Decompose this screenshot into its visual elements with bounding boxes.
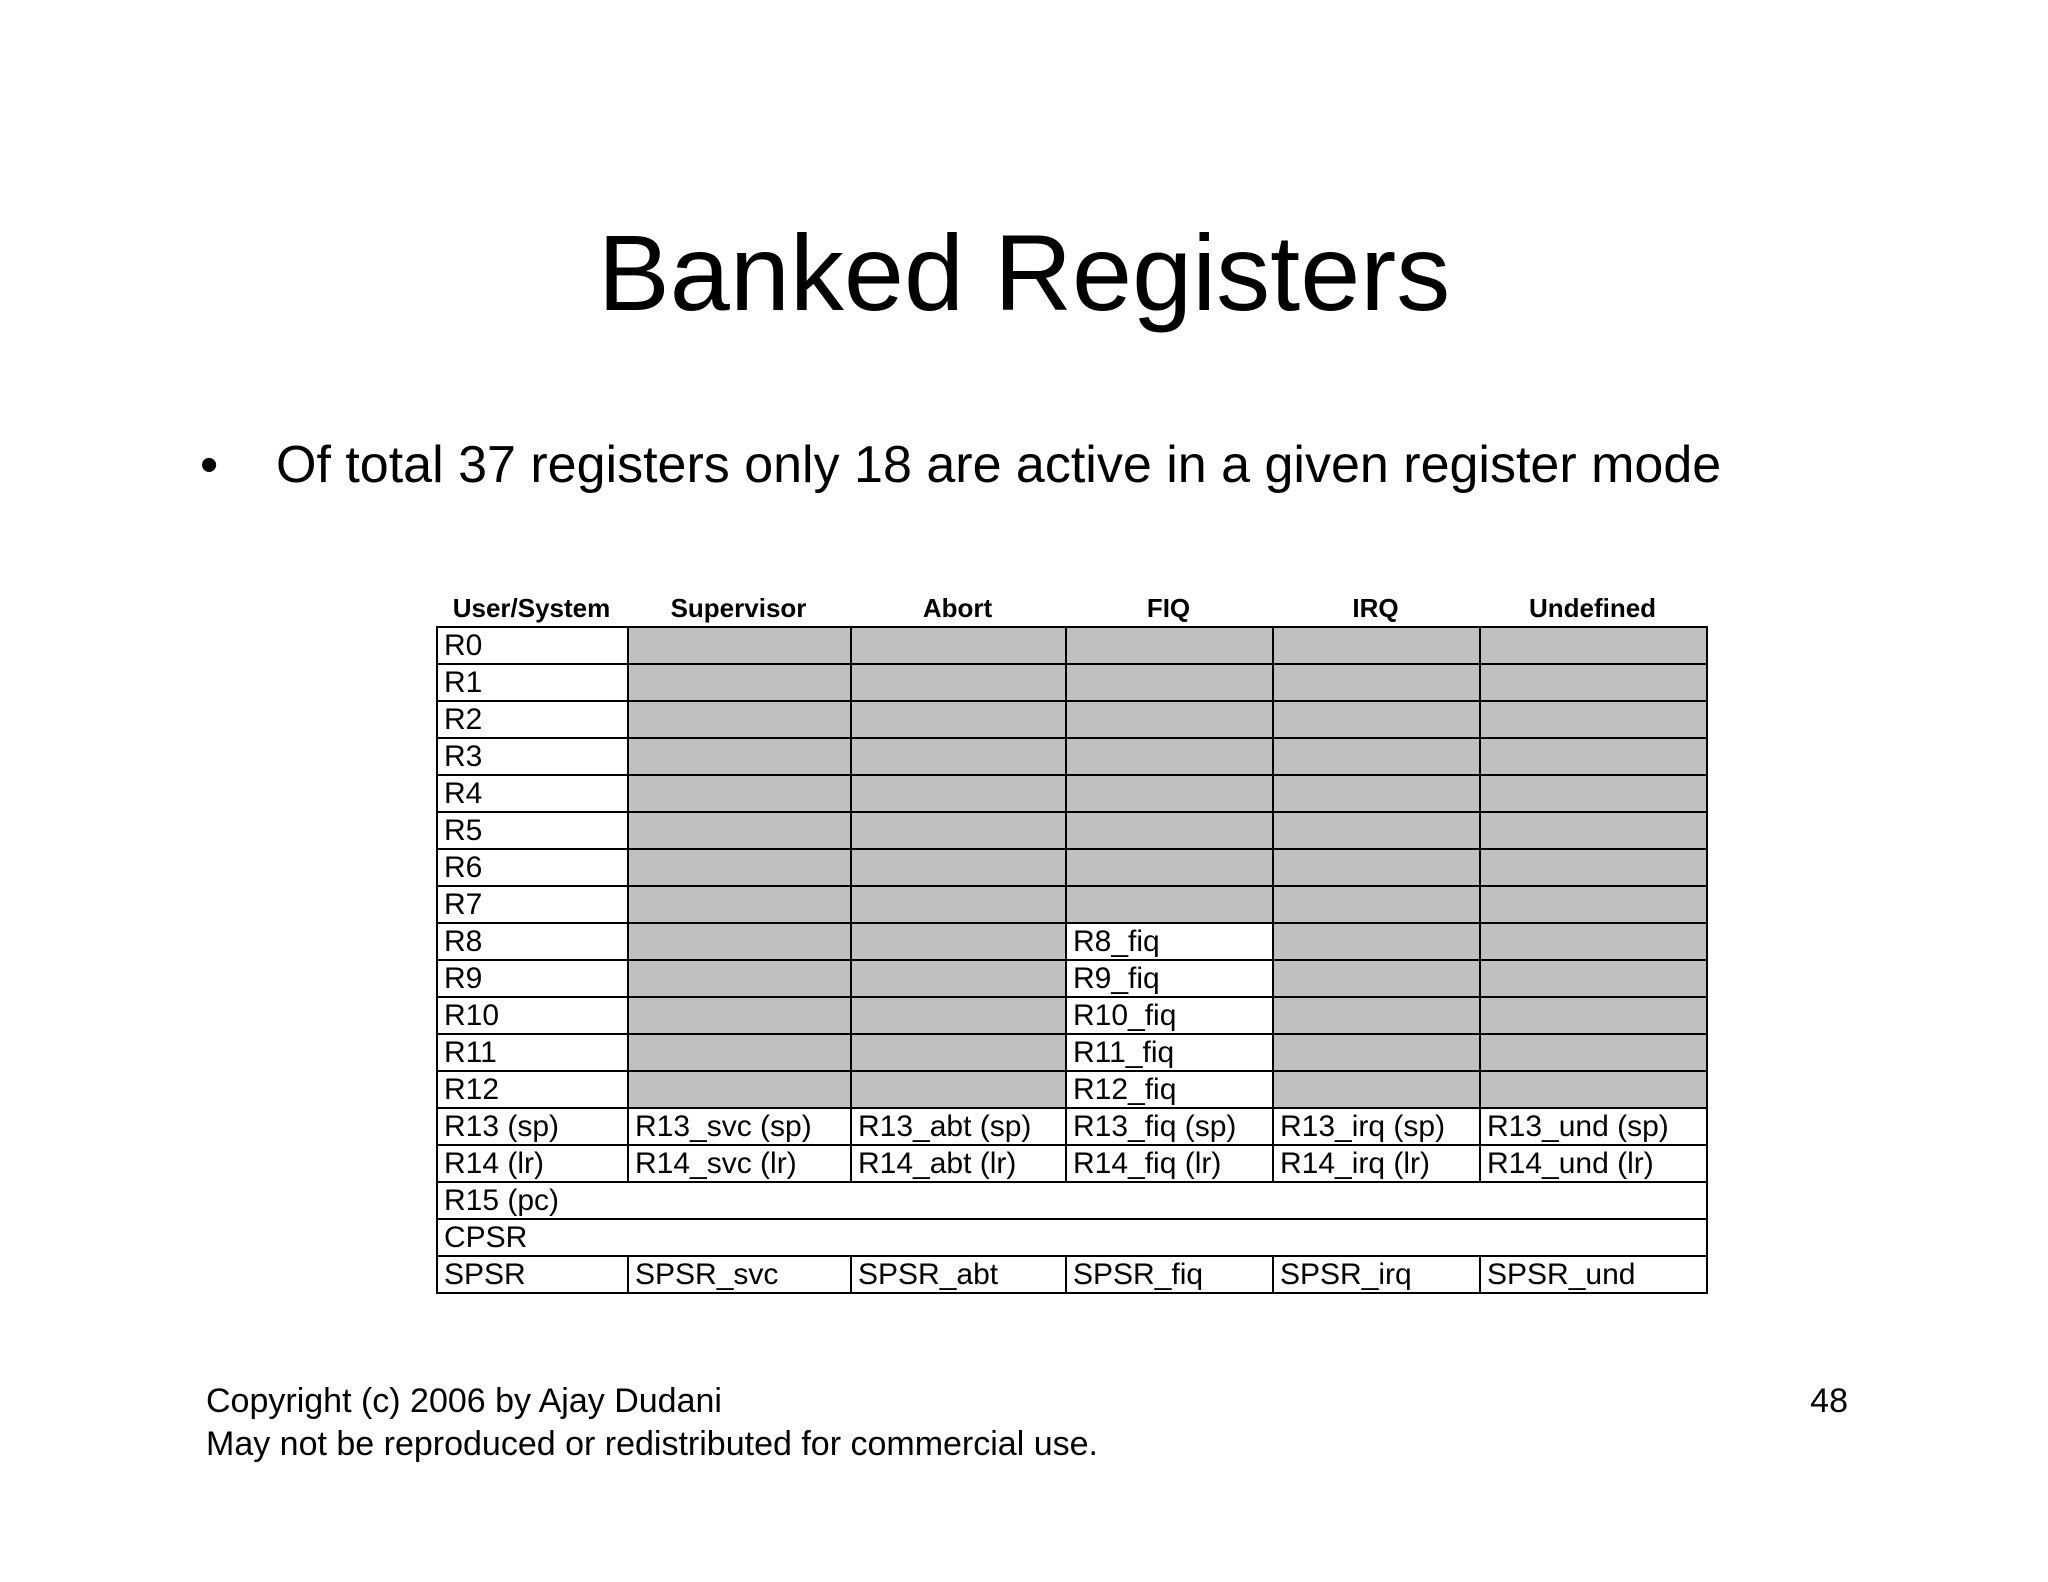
table-row xyxy=(437,1108,1707,1145)
register-cell: R4 xyxy=(437,775,628,812)
shaded-cell xyxy=(1480,775,1707,812)
shaded-cell xyxy=(851,701,1066,738)
register-cell: R1 xyxy=(437,664,628,701)
shaded-cell xyxy=(628,886,851,923)
table-row xyxy=(437,1219,1707,1256)
register-cell: R14_abt (lr) xyxy=(851,1145,1066,1182)
table-row xyxy=(437,738,1707,775)
shaded-cell xyxy=(1480,923,1707,960)
shaded-cell xyxy=(1480,1071,1707,1108)
table-row xyxy=(437,960,1707,997)
shaded-cell xyxy=(628,701,851,738)
table-row xyxy=(437,1256,1707,1293)
shaded-cell xyxy=(1480,960,1707,997)
shaded-cell xyxy=(1273,849,1480,886)
register-cell: SPSR_fiq xyxy=(1066,1256,1273,1293)
shaded-cell xyxy=(1066,627,1273,664)
slide-title: Banked Registers xyxy=(597,212,1451,333)
register-cell: R13 (sp) xyxy=(437,1108,628,1145)
shaded-cell xyxy=(628,738,851,775)
register-cell: R14_und (lr) xyxy=(1480,1145,1707,1182)
shaded-cell xyxy=(851,664,1066,701)
shaded-cell xyxy=(1273,775,1480,812)
table-row xyxy=(437,886,1707,923)
table-row xyxy=(437,1071,1707,1108)
shaded-cell xyxy=(1273,997,1480,1034)
shaded-cell xyxy=(628,923,851,960)
register-cell: R13_svc (sp) xyxy=(628,1108,851,1145)
table-row xyxy=(437,849,1707,886)
shaded-cell xyxy=(628,775,851,812)
table-row xyxy=(437,627,1707,664)
table-row xyxy=(437,923,1707,960)
shaded-cell xyxy=(1480,886,1707,923)
shaded-cell xyxy=(628,664,851,701)
copyright-line-1: Copyright (c) 2006 by Ajay Dudani xyxy=(206,1382,722,1420)
column-header-irq: IRQ xyxy=(1352,593,1399,623)
register-cell: SPSR xyxy=(437,1256,628,1293)
shaded-cell xyxy=(1480,664,1707,701)
shaded-cell xyxy=(1480,812,1707,849)
shaded-cell xyxy=(851,1071,1066,1108)
shaded-cell xyxy=(1273,886,1480,923)
register-cell: SPSR_svc xyxy=(628,1256,851,1293)
register-cell: R10 xyxy=(437,997,628,1034)
shaded-cell xyxy=(628,849,851,886)
table-row xyxy=(437,1034,1707,1071)
register-cell: R13_und (sp) xyxy=(1480,1108,1707,1145)
shaded-cell xyxy=(851,997,1066,1034)
register-cell: R13_fiq (sp) xyxy=(1066,1108,1273,1145)
register-cell: SPSR_abt xyxy=(851,1256,1066,1293)
register-cell: R10_fiq xyxy=(1066,997,1273,1034)
shaded-cell xyxy=(628,627,851,664)
shaded-cell xyxy=(1273,701,1480,738)
bullet-marker: • xyxy=(200,436,219,494)
shaded-cell xyxy=(1066,812,1273,849)
copyright-line-2: May not be reproduced or redistributed for commercial use. xyxy=(206,1425,1098,1463)
table-row xyxy=(437,1182,1707,1219)
shaded-cell xyxy=(851,1034,1066,1071)
column-header-abort: Abort xyxy=(922,593,993,623)
register-cell: R14 (lr) xyxy=(437,1145,628,1182)
shaded-cell xyxy=(1273,812,1480,849)
banked-registers-table xyxy=(436,626,1708,1294)
table-row xyxy=(437,775,1707,812)
shaded-cell xyxy=(1273,664,1480,701)
shaded-cell xyxy=(628,997,851,1034)
shaded-cell xyxy=(1480,627,1707,664)
page-number: 48 xyxy=(1810,1382,1848,1420)
shaded-cell xyxy=(851,738,1066,775)
shaded-cell xyxy=(1480,997,1707,1034)
shaded-cell xyxy=(1480,849,1707,886)
register-cell: R11_fiq xyxy=(1066,1034,1273,1071)
register-cell: R3 xyxy=(437,738,628,775)
register-cell: R12 xyxy=(437,1071,628,1108)
bullet-point xyxy=(200,433,1721,497)
register-cell: R15 (pc) xyxy=(437,1182,1707,1219)
shaded-cell xyxy=(851,923,1066,960)
shaded-cell xyxy=(628,960,851,997)
shaded-cell xyxy=(851,886,1066,923)
register-cell: R9_fiq xyxy=(1066,960,1273,997)
register-cell: SPSR_und xyxy=(1480,1256,1707,1293)
shaded-cell xyxy=(1273,1071,1480,1108)
register-cell: R13_abt (sp) xyxy=(851,1108,1066,1145)
register-cell: R13_irq (sp) xyxy=(1273,1108,1480,1145)
register-cell: R9 xyxy=(437,960,628,997)
shaded-cell xyxy=(1273,923,1480,960)
shaded-cell xyxy=(1066,664,1273,701)
shaded-cell xyxy=(1066,775,1273,812)
table-row xyxy=(437,1145,1707,1182)
column-header-fiq: FIQ xyxy=(1146,593,1191,623)
shaded-cell xyxy=(1480,701,1707,738)
register-cell: SPSR_irq xyxy=(1273,1256,1480,1293)
register-cell: R8 xyxy=(437,923,628,960)
register-cell: R2 xyxy=(437,701,628,738)
register-cell: R14_svc (lr) xyxy=(628,1145,851,1182)
table-row xyxy=(437,664,1707,701)
shaded-cell xyxy=(628,1034,851,1071)
shaded-cell xyxy=(628,1071,851,1108)
column-header-user-system: User/System xyxy=(452,593,611,623)
table-row xyxy=(437,997,1707,1034)
shaded-cell xyxy=(851,812,1066,849)
shaded-cell xyxy=(1273,738,1480,775)
register-cell: R14_fiq (lr) xyxy=(1066,1145,1273,1182)
shaded-cell xyxy=(1480,738,1707,775)
register-cell: R8_fiq xyxy=(1066,923,1273,960)
shaded-cell xyxy=(851,960,1066,997)
register-cell: R14_irq (lr) xyxy=(1273,1145,1480,1182)
table-row xyxy=(437,701,1707,738)
shaded-cell xyxy=(1066,886,1273,923)
shaded-cell xyxy=(1066,701,1273,738)
shaded-cell xyxy=(851,849,1066,886)
register-cell: R5 xyxy=(437,812,628,849)
column-header-supervisor: Supervisor xyxy=(670,593,807,623)
register-cell: R0 xyxy=(437,627,628,664)
copyright-notice xyxy=(206,1380,1098,1466)
register-cell: R12_fiq xyxy=(1066,1071,1273,1108)
bullet-text: Of total 37 registers only 18 are active in a given register mode xyxy=(276,436,1722,494)
column-header-undefined: Undefined xyxy=(1528,593,1657,623)
shaded-cell xyxy=(1273,1034,1480,1071)
register-cell: R6 xyxy=(437,849,628,886)
shaded-cell xyxy=(1480,1034,1707,1071)
shaded-cell xyxy=(1066,849,1273,886)
register-cell: R11 xyxy=(437,1034,628,1071)
shaded-cell xyxy=(1066,738,1273,775)
shaded-cell xyxy=(628,812,851,849)
shaded-cell xyxy=(1273,960,1480,997)
register-cell: R7 xyxy=(437,886,628,923)
register-cell: CPSR xyxy=(437,1219,1707,1256)
shaded-cell xyxy=(851,627,1066,664)
table-row xyxy=(437,812,1707,849)
shaded-cell xyxy=(851,775,1066,812)
shaded-cell xyxy=(1273,627,1480,664)
